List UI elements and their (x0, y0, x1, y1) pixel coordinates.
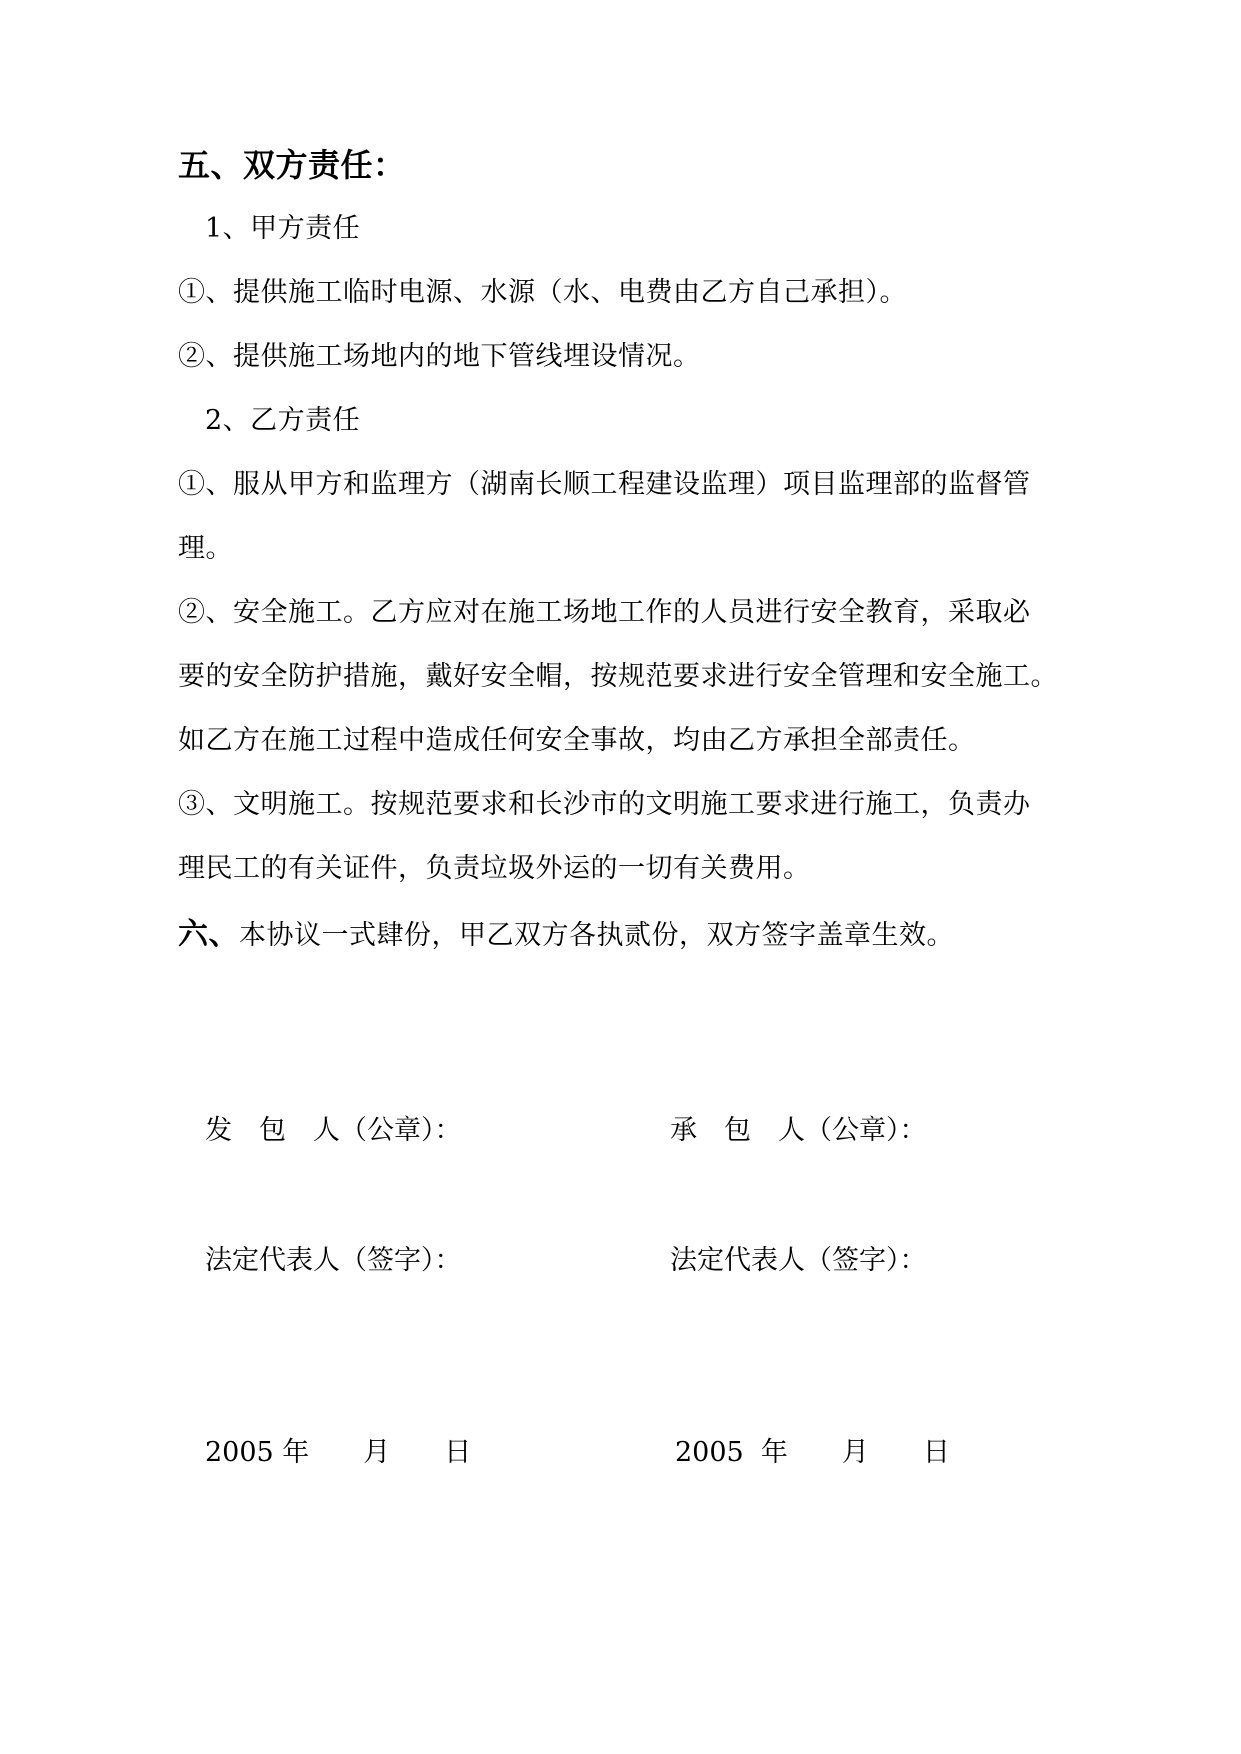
party-a-item-2: ②、提供施工场地内的地下管线埋设情况。 (178, 341, 701, 372)
party-b-line-6: ③、文明施工。按规范要求和长沙市的文明施工要求进行施工，负责办 (178, 789, 1031, 820)
party-b-line-7: 理民工的有关证件，负责垃圾外运的一切有关费用。 (178, 853, 811, 884)
section-6-number: 六、 (178, 917, 239, 952)
section-6-paragraph (178, 918, 954, 953)
party-b-line-1: ①、服从甲方和监理方（湖南长顺工程建设监理）项目监理部的监督管 (178, 469, 1031, 500)
party-b-line-2: 理。 (178, 533, 233, 564)
party-b-line-4: 要的安全防护措施，戴好安全帽，按规范要求进行安全管理和安全施工。 (178, 661, 1058, 692)
left-date: 2005 年 月 日 (205, 1437, 472, 1468)
section-6-text: 本协议一式肆份，甲乙双方各执贰份，双方签字盖章生效。 (239, 920, 954, 951)
section-5-title: 五、双方责任： (178, 146, 406, 184)
right-rep-label: 法定代表人（签字）： (670, 1245, 927, 1276)
party-a-heading: 1、甲方责任 (205, 213, 361, 244)
party-b-line-5: 如乙方在施工过程中造成任何安全事故，均由乙方承担全部责任。 (178, 725, 976, 756)
party-a-item-1: ①、提供施工临时电源、水源（水、电费由乙方自己承担）。 (178, 277, 907, 308)
party-b-heading: 2、乙方责任 (205, 405, 361, 436)
left-rep-label: 法定代表人（签字）： (205, 1245, 462, 1276)
right-date: 2005 年 月 日 (675, 1437, 950, 1468)
party-b-line-3: ②、安全施工。乙方应对在施工场地工作的人员进行安全教育，采取必 (178, 597, 1031, 628)
left-party-label: 发 包 人（公章）： (205, 1115, 462, 1146)
right-party-label: 承 包 人（公章）： (670, 1115, 927, 1146)
